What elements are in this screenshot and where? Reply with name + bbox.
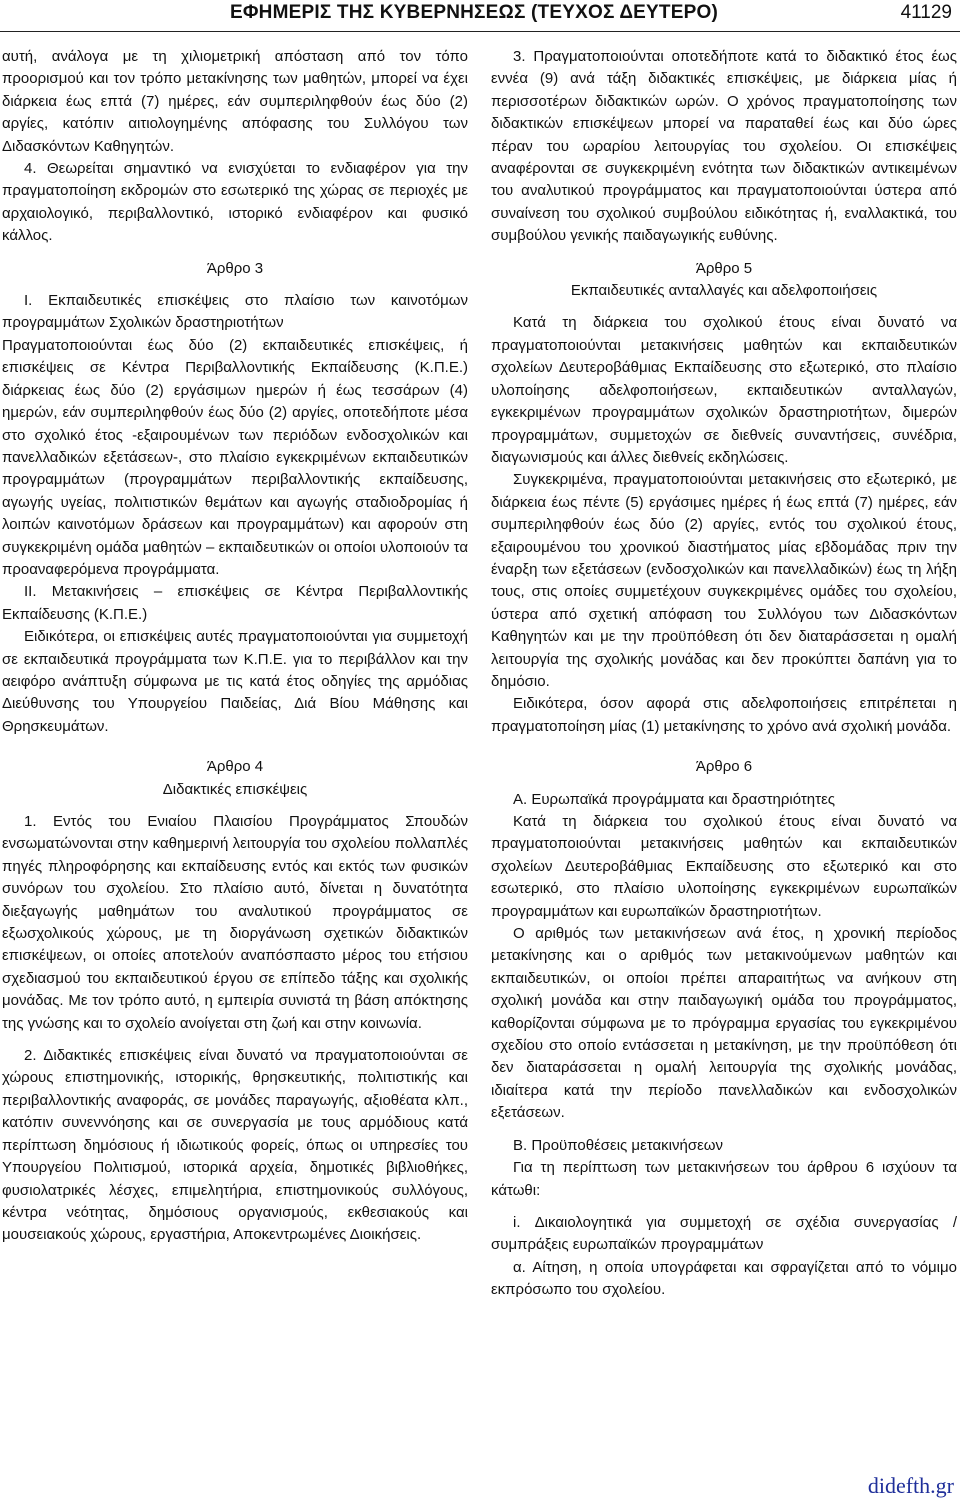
- paragraph: αυτή, ανάλογα με τη χιλιομετρική απόσταση από τον τόπο προορισμού και τον τρόπο μετακίνησης των μαθητών, μπορεί να έχει διάρκεια έως επτά (7) ημέρες, εάν συμπεριληφθούν έως δύο (2) αργίες, κατόπιν αιτιολογημένης απόφασης του Συλλόγου των Διδασκόντων Καθηγητών.: [2, 48, 468, 155]
- paragraph: 2. Διδακτικές επισκέψεις είναι δυνατό να πραγματοποιούνται σε χώρους επιστημονικής, ιστορικής, θρησκευτικής, πολιτιστικής και περιβαλλοντικής αναφοράς, σε μονάδες παραγωγής, αξιοθέατα κλπ., κατόπιν συνεννόησης και σε συνεργασία με τους αρμόδιους κατά περίπτωση δημόσιους ή ιδιωτικούς φορείς, όπως οι υπηρεσίες του Υπουργείου Πολιτισμού, ιστορικά αρχεία, δημοτικές βιβλιοθήκες, φυσιολατρικές λέσχες, επιμελητήρια, επιστημονικούς συλλόγους, κέντρα νεότητας, δημόσιους οργανισμούς, εκθεσιακούς και μουσειακούς χώρους, εργαστήρια, Αποκεντρωμένες Διοικήσεις.: [2, 1047, 468, 1244]
- gazette-title: ΕΦΗΜΕΡΙΣ ΤΗΣ ΚΥΒΕΡΝΗΣΕΩΣ (ΤΕΥΧΟΣ ΔΕΥΤΕΡΟ): [230, 2, 718, 23]
- paragraph: Ι. Εκπαιδευτικές επισκέψεις στο πλαίσιο των καινοτόμων προγραμμάτων Σχολικών δραστηριοτήτων: [2, 292, 468, 332]
- left-column: [2, 46, 468, 1247]
- right-column: [491, 46, 957, 1302]
- paragraph: α. Αίτηση, η οποία υπογράφεται και σφραγίζεται από το νόμιμο εκπρόσωπο του σχολείου.: [491, 1258, 957, 1299]
- paragraph: Ο αριθμός των μετακινήσεων ανά έτος, η χρονική περίοδος μετακίνησης και ο αριθμός των μετακινούμενων μαθητών και εκπαιδευτικών, οι οποίοι πρέπει απαραιτήτως να ανήκουν στη σχολική μονάδα και στην παιδαγωγική ομάδα του προγράμματος, καθορίζονται σύμφωνα με το πρόγραμμα εργασίας του εγκεκριμένου σχεδίου στο οποίο εντάσσεται η μετακίνηση, με την προϋπόθεση ότι δεν διαταράσσεται η ομαλή λειτουργία της σχολικής μονάδας, ιδιαίτερα κατά την περίοδο πανελλαδικών και ενδοσχολικών εξετάσεων.: [491, 925, 957, 1122]
- article-5-subtitle: Εκπαιδευτικές ανταλλαγές και αδελφοποιήσεις: [570, 282, 878, 300]
- article-4-subtitle: Διδακτικές επισκέψεις: [162, 780, 308, 798]
- site-watermark: didefth.gr: [867, 1473, 954, 1498]
- article-5-title: Άρθρο 5: [695, 259, 753, 277]
- article-4-title: Άρθρο 4: [206, 758, 264, 776]
- paragraph: Κατά τη διάρκεια του σχολικού έτους είναι δυνατό να πραγματοποιούνται μετακινήσεις μαθητών και εκπαιδευτικών σχολείων Δευτεροβάθμιας Εκπαίδευσης στο εξωτερικό και στο εσωτερικό, στο πλαίσιο υλοποίησης εγκεκριμένων ευρωπαϊκών προγραμμάτων και ευρωπαϊκών δραστηριοτήτων.: [491, 813, 957, 920]
- paragraph: Κατά τη διάρκεια του σχολικού έτους είναι δυνατό να πραγματοποιούνται μετακινήσεις μαθητών και εκπαιδευτικών σχολείων Δευτεροβάθμιας Εκπαίδευσης στο εξωτερικό, στο πλαίσιο υλοποίησης αδελφοποιήσεων, εκπαιδευτικών ανταλλαγών, εγκεκριμένων προγραμμάτων σχολικών δραστηριοτήτων, διμερών προγραμμάτων, συμμετοχών σε διεθνείς συναντήσεις, συνέδρια, διαγωνισμούς και άλλες διεθνείς εκδηλώσεις.: [491, 314, 957, 466]
- paragraph: Πραγματοποιούνται έως δύο (2) εκπαιδευτικές επισκέψεις, ή επισκέψεις σε Κέντρα Περιβαλλοντικής Εκπαίδευσης (Κ.Π.Ε.) διάρκειας έως δύο (2) εργάσιμων ημερών ή έως τεσσάρων (4) ημερών, εάν συμπεριληφθούν έως δύο (2) αργίες, οποτεδήποτε μέσα στο σχολικό έτος -εξαιρουμένων των περιόδων ενδοσχολικών και πανελλαδικών εξετάσεων-, στο πλαίσιο εγκεκριμένων εκπαιδευτικών προγραμμάτων (προγραμμάτων περιβαλλοντικής εκπαίδευσης, αγωγής υγείας, πολιτιστικών θεμάτων και αγωγής σταδιοδρομίας ή λοιπών καινοτόμων δράσεων και προγραμμάτων) και αφορούν στη συγκεκριμένη ομάδα μαθητών – εκπαιδευτικών οι οποίοι υλοποιούν τα προαναφερόμενα προγράμματα.: [2, 336, 468, 578]
- paragraph: ΙΙ. Μετακινήσεις – επισκέψεις σε Κέντρα Περιβαλλοντικής Εκπαίδευσης (Κ.Π.Ε.): [2, 583, 468, 623]
- article-3-title: Άρθρο 3: [206, 259, 264, 277]
- paragraph: Για τη περίπτωση των μετακινήσεων του άρθρου 6 ισχύουν τα κάτωθι:: [491, 1159, 957, 1199]
- page-number: 41129: [900, 2, 952, 23]
- paragraph: i. Δικαιολογητικά για συμμετοχή σε σχέδια συνεργασίας / συμπράξεις ευρωπαϊκών προγραμμάτων: [491, 1213, 957, 1254]
- paragraph: 3. Πραγματοποιούνται οποτεδήποτε κατά το διδακτικό έτος έως εννέα (9) ανά τάξη διδακτικές επισκέψεις, με διάρκεια μίας ή περισσοτέρων διδακτικών ωρών. Ο χρόνος πραγματοποίησης των διδακτικών επισκέψεων μπορεί να παραταθεί έως και δύο ώρες πέραν του ωραρίου λειτουργίας του σχολείου. Οι επισκέψεις αναφέρονται σε συγκεκριμένη ενότητα των διδακτικών αντικειμένων του αναλυτικού προγράμματος και πραγματοποιούνται ύστερα από συναίνεση του σχολικού συμβούλου ειδικότητας ή, εναλλακτικά, του συμβούλου γενικής παιδαγωγικής ευθύνης.: [491, 48, 957, 245]
- section-a-heading: Α. Ευρωπαϊκά προγράμματα και δραστηριότητες: [513, 790, 835, 808]
- page-header: [0, 0, 960, 34]
- paragraph: Ειδικότερα, όσον αφορά στις αδελφοποιήσεις επιτρέπεται η πραγματοποίηση μίας (1) μετακίνησης το χρόνο ανά σχολική μονάδα.: [491, 695, 957, 735]
- article-6-title: Άρθρο 6: [695, 758, 753, 776]
- header-divider: [0, 31, 960, 32]
- paragraph: Ειδικότερα, οι επισκέψεις αυτές πραγματοποιούνται για συμμετοχή σε εκπαιδευτικά προγράμματα των Κ.Π.Ε. για το περιβάλλον και την αειφόρο ανάπτυξη σύμφωνα με τις κατά έτος οδηγίες της αρμόδιας Διεύθυνσης του Υπουργείου Παιδείας, Διά Βίου Μάθησης και Θρησκευμάτων.: [2, 628, 468, 735]
- paragraph: 1. Εντός του Ενιαίου Πλαισίου Προγράμματος Σπουδών ενσωματώνονται στην καθημερινή λειτουργία του σχολείου πολλαπλές πηγές πληροφόρησης και εκπαίδευσης εντός και εκτός των φυσικών συνόρων του σχολείου. Στο πλαίσιο αυτό, δίνεται η δυνατότητα διεξαγωγής μαθημάτων του αναλυτικού προγράμματος σε εξωσχολικούς χώρους, με τη διοργάνωση σχετικών διδακτικών επισκέψεων, οι οποίες αποτελούν αναπόσπαστο μέρος του ετήσιου σχεδιασμού του εκπαιδευτικού έργου σε επίπεδο τάξης και σχολικής μονάδας. Με τον τρόπο αυτό, η εμπειρία συνιστά τη βάση απόκτησης της γνώσης και το σχολείο ανοίγεται στη ζωή και στην κοινωνία.: [2, 813, 468, 1032]
- paragraph: Συγκεκριμένα, πραγματοποιούνται μετακινήσεις στο εξωτερικό, με διάρκεια έως πέντε (5) εργάσιμες ημέρες ή έως επτά (7) ημέρες, εάν συμπεριληφθούν έως δύο (2) αργίες, εντός του σχολικού έτους, εξαιρουμένου του χρονικού διαστήματος μίας εβδομάδας πριν την έναρξη των εξετάσεων (ενδοσχολικών και πανελλαδικών) έως τη λήξη τους, στις οποίες συμμετέχουν συγκεκριμένες ομάδες του σχολείου, ύστερα από σχετική απόφαση του Συλλόγου των Διδασκόντων Καθηγητών και με την προϋπόθεση ότι δεν διαταράσσεται η ομαλή λειτουργία της σχολικής μονάδας και δεν προκύπτει δαπάνη για το δημόσιο.: [491, 471, 957, 690]
- paragraph: 4. Θεωρείται σημαντικό να ενισχύεται το ενδιαφέρον για την πραγματοποίηση εκδρομών στο εσωτερικό της χώρας σε περιοχές με αρχαιολογικό, περιβαλλοντικό, ιστορικό ενδιαφέρον και φυσικό κάλλος.: [2, 160, 468, 245]
- section-b-heading: Β. Προϋποθέσεις μετακινήσεων: [513, 1136, 723, 1154]
